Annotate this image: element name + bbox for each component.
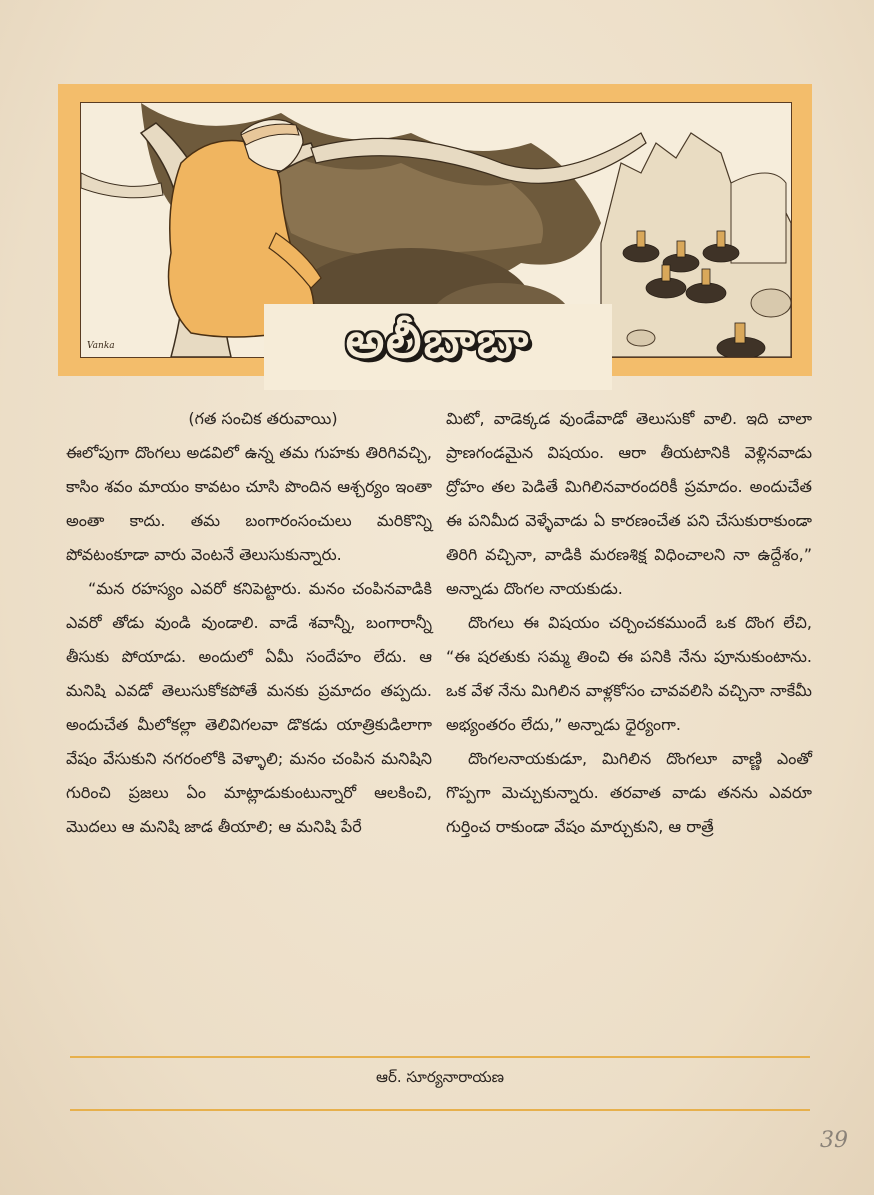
footer-rule-top: [70, 1056, 810, 1058]
title-plate: [264, 304, 612, 390]
footer-rule-bottom: [70, 1109, 810, 1111]
page-number: 39: [820, 1128, 848, 1153]
author-name: ఆర్. సూర్యనారాయణ: [375, 1068, 505, 1086]
paragraph: మిటో, వాడెక్కడ వుండేవాడో తెలుసుకో వాలి. ఇది చాలా ప్రాణగండమైన విషయం. ఆరా తీయటానికి వెళ్లినవాడు ద్రోహం తల పెడితే మిగిలినవారందరికీ ప్రమాదం. అందుచేత ఈ పనిమీద వెళ్ళేవాడు ఏ కారణంచేత పని చేసుకురాకుండా తిరిగి వచ్చినా, వాడికి మరణశిక్ష విధించాలని నా ఉద్దేశం,” అన్నాడు దొంగల నాయకుడు.: [446, 409, 812, 598]
left-column: [66, 402, 432, 844]
paragraph: దొంగలనాయకుడూ, మిగిలిన దొంగలూ వాణ్ణి ఎంతో గొప్పగా మెచ్చుకున్నారు. తరవాత వాడు తనను ఎవరూ గుర్తించ రాకుండా వేషం మార్చుకుని, ఆ రాత్రే: [446, 749, 812, 836]
paragraph: ఈలోపుగా దొంగలు అడవిలో ఉన్న తమ గుహకు తిరిగివచ్చి, కాసిం శవం మాయం కావటం చూసి పొందిన ఆశ్చర్యం ఇంతా అంతా కాదు. తమ బంగారంసంచులు మరికొన్ని పోవటంకూడా వారు వెంటనే తెలుసుకున్నారు.: [66, 443, 432, 564]
paragraph: దొంగలు ఈ విషయం చర్చించకముందే ఒక దొంగ లేచి, “ఈ షరతుకు సమ్మ తించి ఈ పనికి నేను పూనుకుంటాను. ఒక వేళ నేను మిగిలిన వాళ్లకోసం చావవలిసి వచ్చినా నాకేమీ అభ్యంతరం లేదు,” అన్నాడు ధైర్యంగా.: [446, 613, 812, 734]
story-title: అలీబాబా: [345, 313, 531, 369]
continuation-note: (గత సంచిక తరువాయి): [188, 409, 338, 428]
artist-signature: Vanka: [87, 341, 115, 351]
right-column: [446, 402, 812, 844]
paragraph: “మన రహస్యం ఎవరో కనిపెట్టారు. మనం చంపినవాడికి ఎవరో తోడు వుండి వుండాలి. వాడే శవాన్నీ, బంగారాన్నీ తీసుకు పోయాడు. అందులో ఏమీ సందేహం లేదు. ఆ మనిషి ఎవడో తెలుసుకోకపోతే మనకు ప్రమాదం తప్పదు. అందుచేత మీలోకల్లా తెలివిగలవా డొకడు యాత్రికుడిలాగా వేషం వేసుకుని నగరంలోకి వెళ్ళాలి; మనం చంపిన మనిషిని గురించి ప్రజలు ఏం మాట్లాడుకుంటున్నారో ఆలకించి, మొదలు ఆ మనిషి జాడ తీయాలి; ఆ మనిషి పేరే: [66, 579, 432, 836]
